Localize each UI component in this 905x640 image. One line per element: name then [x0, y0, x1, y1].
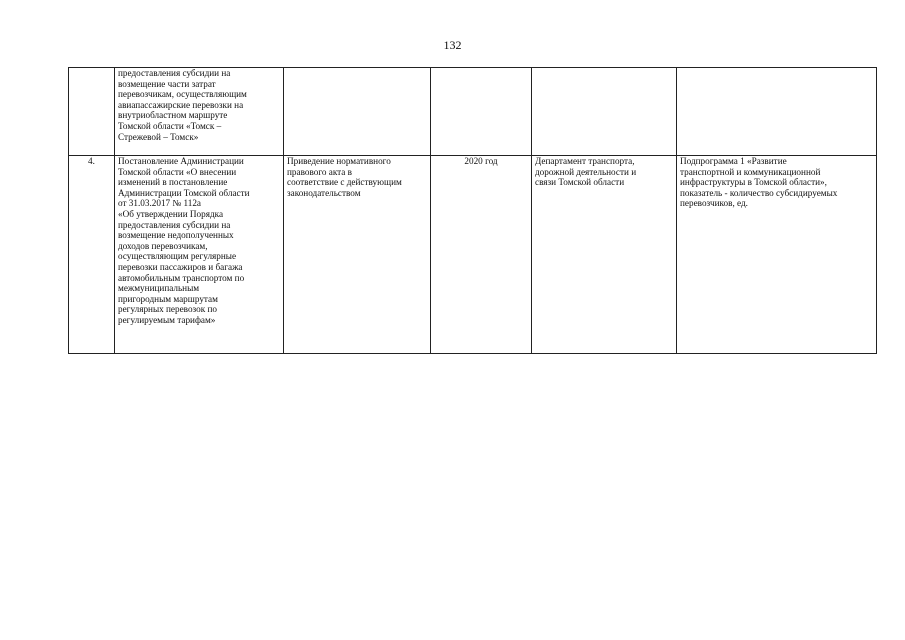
- table-row: [69, 68, 877, 156]
- page-number: 132: [443, 38, 462, 52]
- deadline-cell: [431, 68, 532, 156]
- document-title-cell: предоставления субсидии на возмещение части затрат перевозчикам, осуществляющим авиапассажирские перевозки на внутриобластном маршруте Томской области «Томск – Стрежевой – Томск»: [115, 68, 284, 156]
- purpose-cell: [284, 68, 431, 156]
- responsible-cell: Департамент транспорта, дорожной деятельности и связи Томской области: [532, 156, 677, 354]
- row-number: 4.: [69, 156, 115, 354]
- document-title-cell: Постановление Администрации Томской области «О внесении изменений в постановление Администрации Томской области от 31.03.2017 № 112а «Об утверждении Порядка предоставления субсидии на возмещение недополученных доходов перевозчикам, осуществляющим регулярные перевозки пассажиров и багажа автомобильным транспортом по межмуниципальным пригородным маршрутам регулярных перевозок по регулируемым тарифам»: [115, 156, 284, 354]
- purpose-cell: Приведение нормативного правового акта в соответствие с действующим законодательством: [284, 156, 431, 354]
- responsible-cell: [532, 68, 677, 156]
- table-row: [69, 156, 877, 354]
- deadline-cell: 2020 год: [431, 156, 532, 354]
- row-number: [69, 68, 115, 156]
- measures-table: [68, 67, 877, 354]
- result-cell: Подпрограмма 1 «Развитие транспортной и коммуникационной инфраструктуры в Томской области», показатель - количество субсидируемых перевозчиков, ед.: [677, 156, 877, 354]
- result-cell: [677, 68, 877, 156]
